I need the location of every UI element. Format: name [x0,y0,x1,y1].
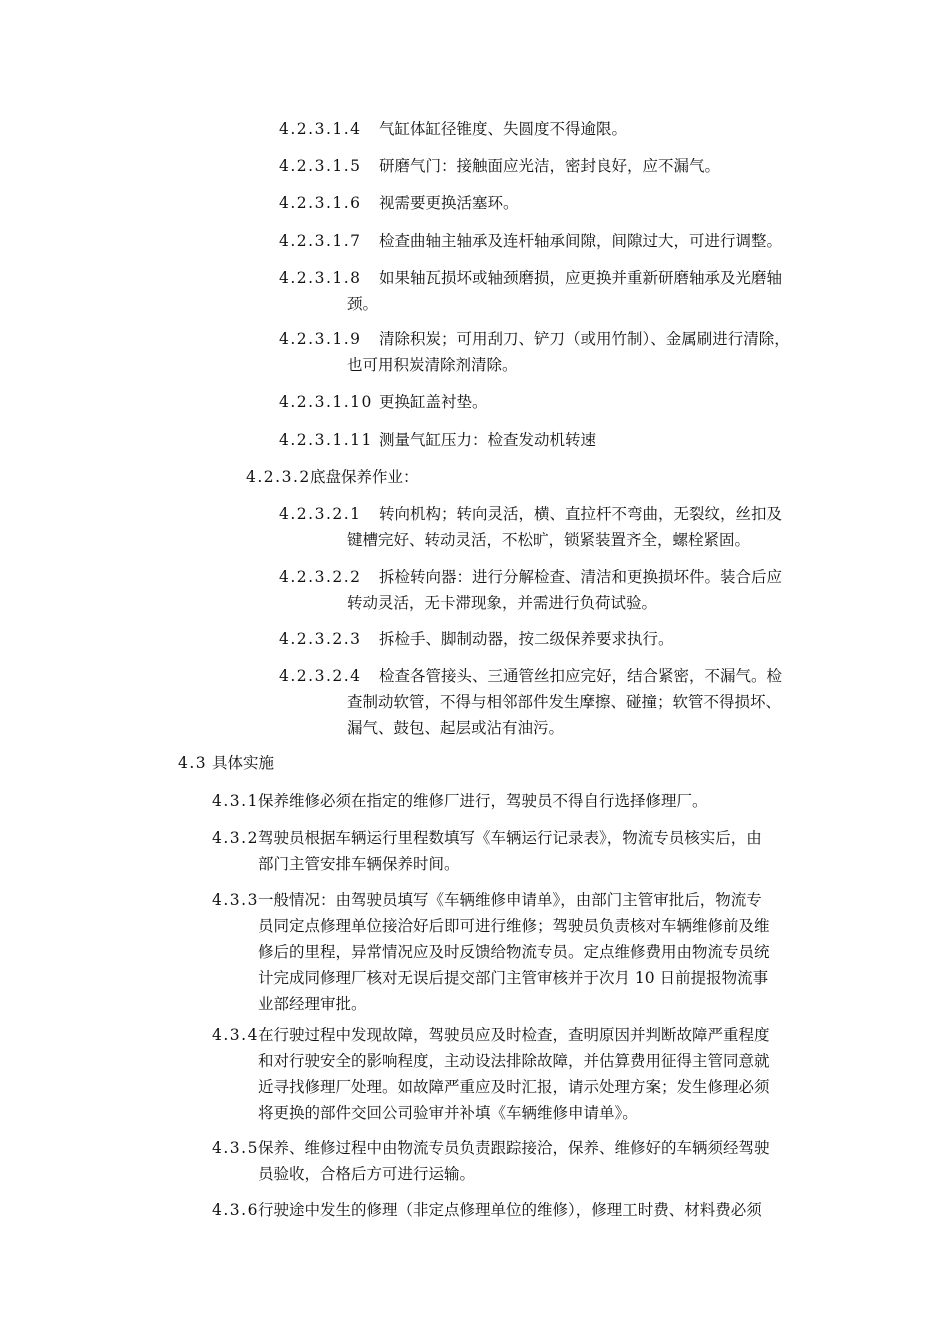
clause-text: 气缸体缸径锥度、失圆度不得逾限。 [379,120,628,138]
clause-text: 研磨气门：接触面应光洁，密封良好，应不漏气。 [379,157,721,175]
section-title: 具体实施 [212,754,275,772]
clause-text: 保养维修必须在指定的维修厂进行，驾驶员不得自行选择修理厂。 [258,792,708,810]
clause-text: 视需要更换活塞环。 [379,194,519,212]
clause-4-2-3-2-1 [279,501,782,553]
clause-4-2-3-2 [246,464,419,490]
clause-number: 4.2.3.2.2 [279,568,362,586]
clause-number: 4.2.3.1.6 [279,194,362,212]
clause-number: 4.3.6 [212,1201,259,1219]
clause-number: 4.2.3.1.9 [279,330,362,348]
clause-4-3-6 [212,1197,762,1223]
clause-number: 4.2.3.1.10 [279,393,373,411]
clause-4-2-3-1-9 [279,326,790,378]
clause-text-line: 查制动软管，不得与相邻部件发生摩擦、碰撞；软管不得损坏、 [347,693,782,711]
clause-text-line: 业部经理审批。 [258,995,367,1013]
clause-text-line: 员同定点修理单位接洽好后即可进行维修；驾驶员负责核对车辆维修前及维 [258,917,770,935]
clause-text-line: 计完成同修理厂核对无误后提交部门主管审核并于次月 10 日前提报物流事 [258,969,769,987]
clause-4-3-1 [212,788,708,814]
clause-text-line: 转动灵活，无卡滞现象，并需进行负荷试验。 [347,594,658,612]
clause-text-line: 键槽完好、转动灵活，不松旷，锁紧装置齐全，螺栓紧固。 [347,531,751,549]
section-number: 4.3 [178,754,208,772]
clause-text-line: 近寻找修理厂处理。如故障严重应及时汇报，请示处理方案；发生修理必须 [258,1078,770,1096]
clause-4-2-3-1-10 [279,389,488,415]
clause-text-line: 在行驶过程中发现故障，驾驶员应及时检查，查明原因并判断故障严重程度 [258,1026,770,1044]
clause-number: 4.3.4 [212,1026,259,1044]
clause-4-2-3-1-5 [279,153,720,179]
clause-number: 4.2.3.1.11 [279,431,373,449]
clause-text-line: 漏气、鼓包、起层或沾有油污。 [347,719,565,737]
clause-4-2-3-2-3 [279,626,674,652]
clause-text-line: 拆检转向器：进行分解检查、清洁和更换损坏件。装合后应 [379,568,783,586]
clause-text-line: 清除积炭；可用刮刀、铲刀（或用竹制）、金属刷进行清除， [379,330,790,348]
clause-4-3-3 [212,887,770,1017]
clause-number: 4.2.3.1.4 [279,120,362,138]
clause-text-line: 和对行驶安全的影响程度，主动设法排除故障，并估算费用征得主管同意就 [258,1052,770,1070]
clause-text: 行驶途中发生的修理（非定点修理单位的维修），修理工时费、材料费必须 [258,1201,762,1219]
clause-text-line: 检查各管接头、三通管丝扣应完好，结合紧密，不漏气。检 [379,667,783,685]
clause-number: 4.2.3.2.3 [279,630,362,648]
section-4-3 [178,750,274,776]
clause-text-line: 驾驶员根据车辆运行里程数填写《车辆运行记录表》，物流专员核实后，由 [258,829,762,847]
clause-number: 4.2.3.2.1 [279,505,362,523]
clause-text: 测量气缸压力：检查发动机转速 [379,431,597,449]
clause-4-3-5 [212,1135,770,1187]
clause-4-2-3-1-6 [279,190,519,216]
clause-4-2-3-1-8 [279,265,782,317]
clause-number: 4.2.3.2 [246,468,311,486]
clause-text-line: 将更换的部件交回公司验审并补填《车辆维修申请单》。 [258,1104,638,1122]
clause-text-line: 员验收，合格后方可进行运输。 [258,1165,476,1183]
clause-number: 4.3.2 [212,829,259,847]
clause-4-2-3-1-7 [279,228,782,254]
clause-number: 4.2.3.1.8 [279,269,362,287]
clause-text: 底盘保养作业： [310,468,419,486]
clause-number: 4.2.3.2.4 [279,667,362,685]
clause-number: 4.3.5 [212,1139,259,1157]
clause-text-line: 颈。 [347,295,379,313]
clause-text-line: 转向机构；转向灵活，横、直拉杆不弯曲，无裂纹，丝扣及 [379,505,783,523]
clause-4-3-4 [212,1022,770,1126]
clause-text-line: 部门主管安排车辆保养时间。 [258,855,460,873]
clause-text-line: 一般情况：由驾驶员填写《车辆维修申请单》，由部门主管审批后，物流专 [258,891,762,909]
clause-text-line: 保养、维修过程中由物流专员负责跟踪接洽，保养、维修好的车辆须经驾驶 [258,1139,770,1157]
clause-text-line: 也可用积炭清除剂清除。 [347,356,518,374]
clause-text: 拆检手、脚制动器，按二级保养要求执行。 [379,630,674,648]
clause-4-2-3-2-2 [279,564,782,616]
clause-number: 4.3.1 [212,792,259,810]
clause-text-line: 如果轴瓦损坏或轴颈磨损，应更换并重新研磨轴承及光磨轴 [379,269,783,287]
clause-number: 4.2.3.1.5 [279,157,362,175]
clause-number: 4.3.3 [212,891,259,909]
clause-text: 更换缸盖衬垫。 [379,393,488,411]
clause-text: 检查曲轴主轴承及连杆轴承间隙，间隙过大，可进行调整。 [379,232,783,250]
clause-4-2-3-1-11 [279,427,596,453]
clause-text-line: 修后的里程，异常情况应及时反馈给物流专员。定点维修费用由物流专员统 [258,943,770,961]
clause-4-3-2 [212,825,762,877]
clause-4-2-3-1-4 [279,116,627,142]
clause-number: 4.2.3.1.7 [279,232,362,250]
clause-4-2-3-2-4 [279,663,782,741]
